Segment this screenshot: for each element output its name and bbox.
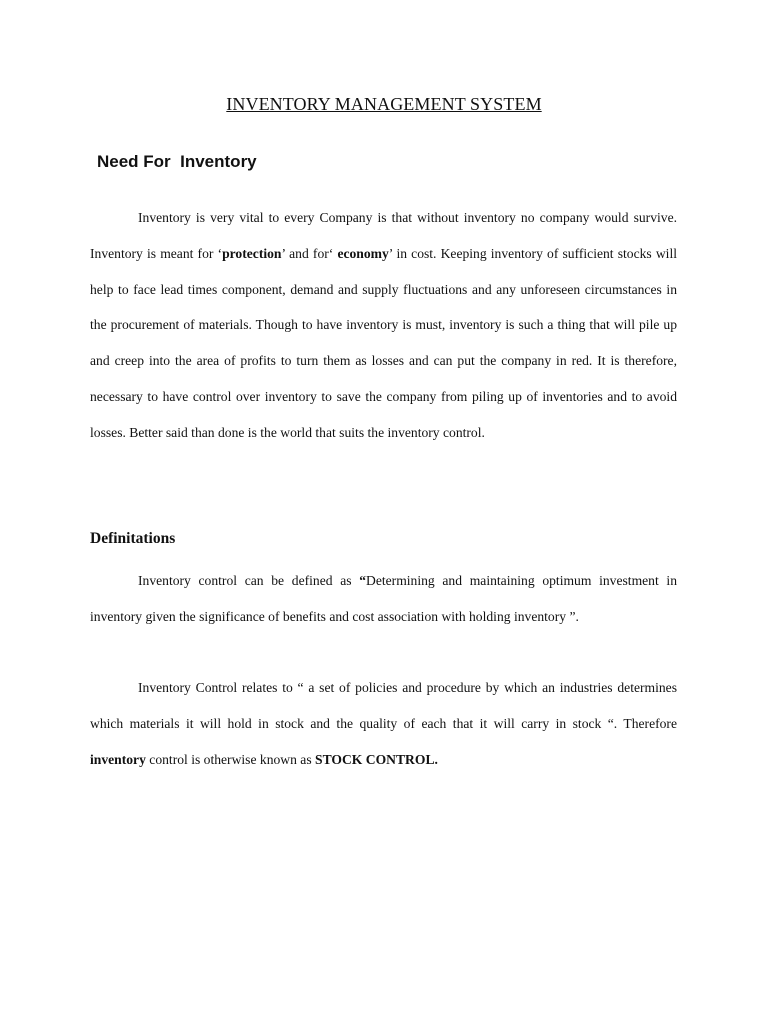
paragraph-text: Determining and maintaining optimum investment in inventory given the significance of benefits and cost association with holding inventory ”. (90, 573, 677, 624)
bold-term-economy: economy (337, 245, 389, 261)
paragraph-text: control is otherwise known as (145, 751, 316, 767)
section-heading-need-for-inventory: Need For Inventory (97, 152, 257, 171)
need-for-inventory-paragraph (90, 200, 677, 451)
paragraph-text: ’ and for‘ (281, 245, 338, 261)
bold-quote-mark: “ (359, 573, 367, 588)
paragraph-text: Inventory control can be defined as (138, 573, 360, 588)
bold-term-protection: protection (222, 245, 282, 261)
bold-term-stock-control: STOCK CONTROL. (315, 751, 438, 767)
paragraph-text: Inventory is very vital to every Company is that without inventory no company would survive. Inventory is meant for ‘ (90, 210, 677, 261)
definition-paragraph-2 (90, 670, 677, 777)
paragraph-text: ’ in cost. Keeping inventory of sufficient stocks will help to face lead times component, demand and supply fluctuations and any unforeseen circumstances in the procurement of materials. Though to have inventory is must, inventory is such a thing that will pile up and creep into the area of profits to turn them as losses and can put the company in red. It is therefore, necessary to have control over inventory to save the company from piling up of inventories and to avoid losses. Better said than done is the world that suits the inventory control. (90, 245, 677, 440)
section-heading-definitations: Definitations (90, 530, 176, 547)
paragraph-text: Inventory Control relates to “ a set of policies and procedure by which an industries determines which materials it will hold in stock and the quality of each that it will carry in stock “. Therefore (90, 680, 677, 731)
definition-paragraph-1 (90, 563, 677, 635)
bold-term-inventory: inventory (90, 751, 146, 767)
document-title: INVENTORY MANAGEMENT SYSTEM (226, 94, 542, 114)
